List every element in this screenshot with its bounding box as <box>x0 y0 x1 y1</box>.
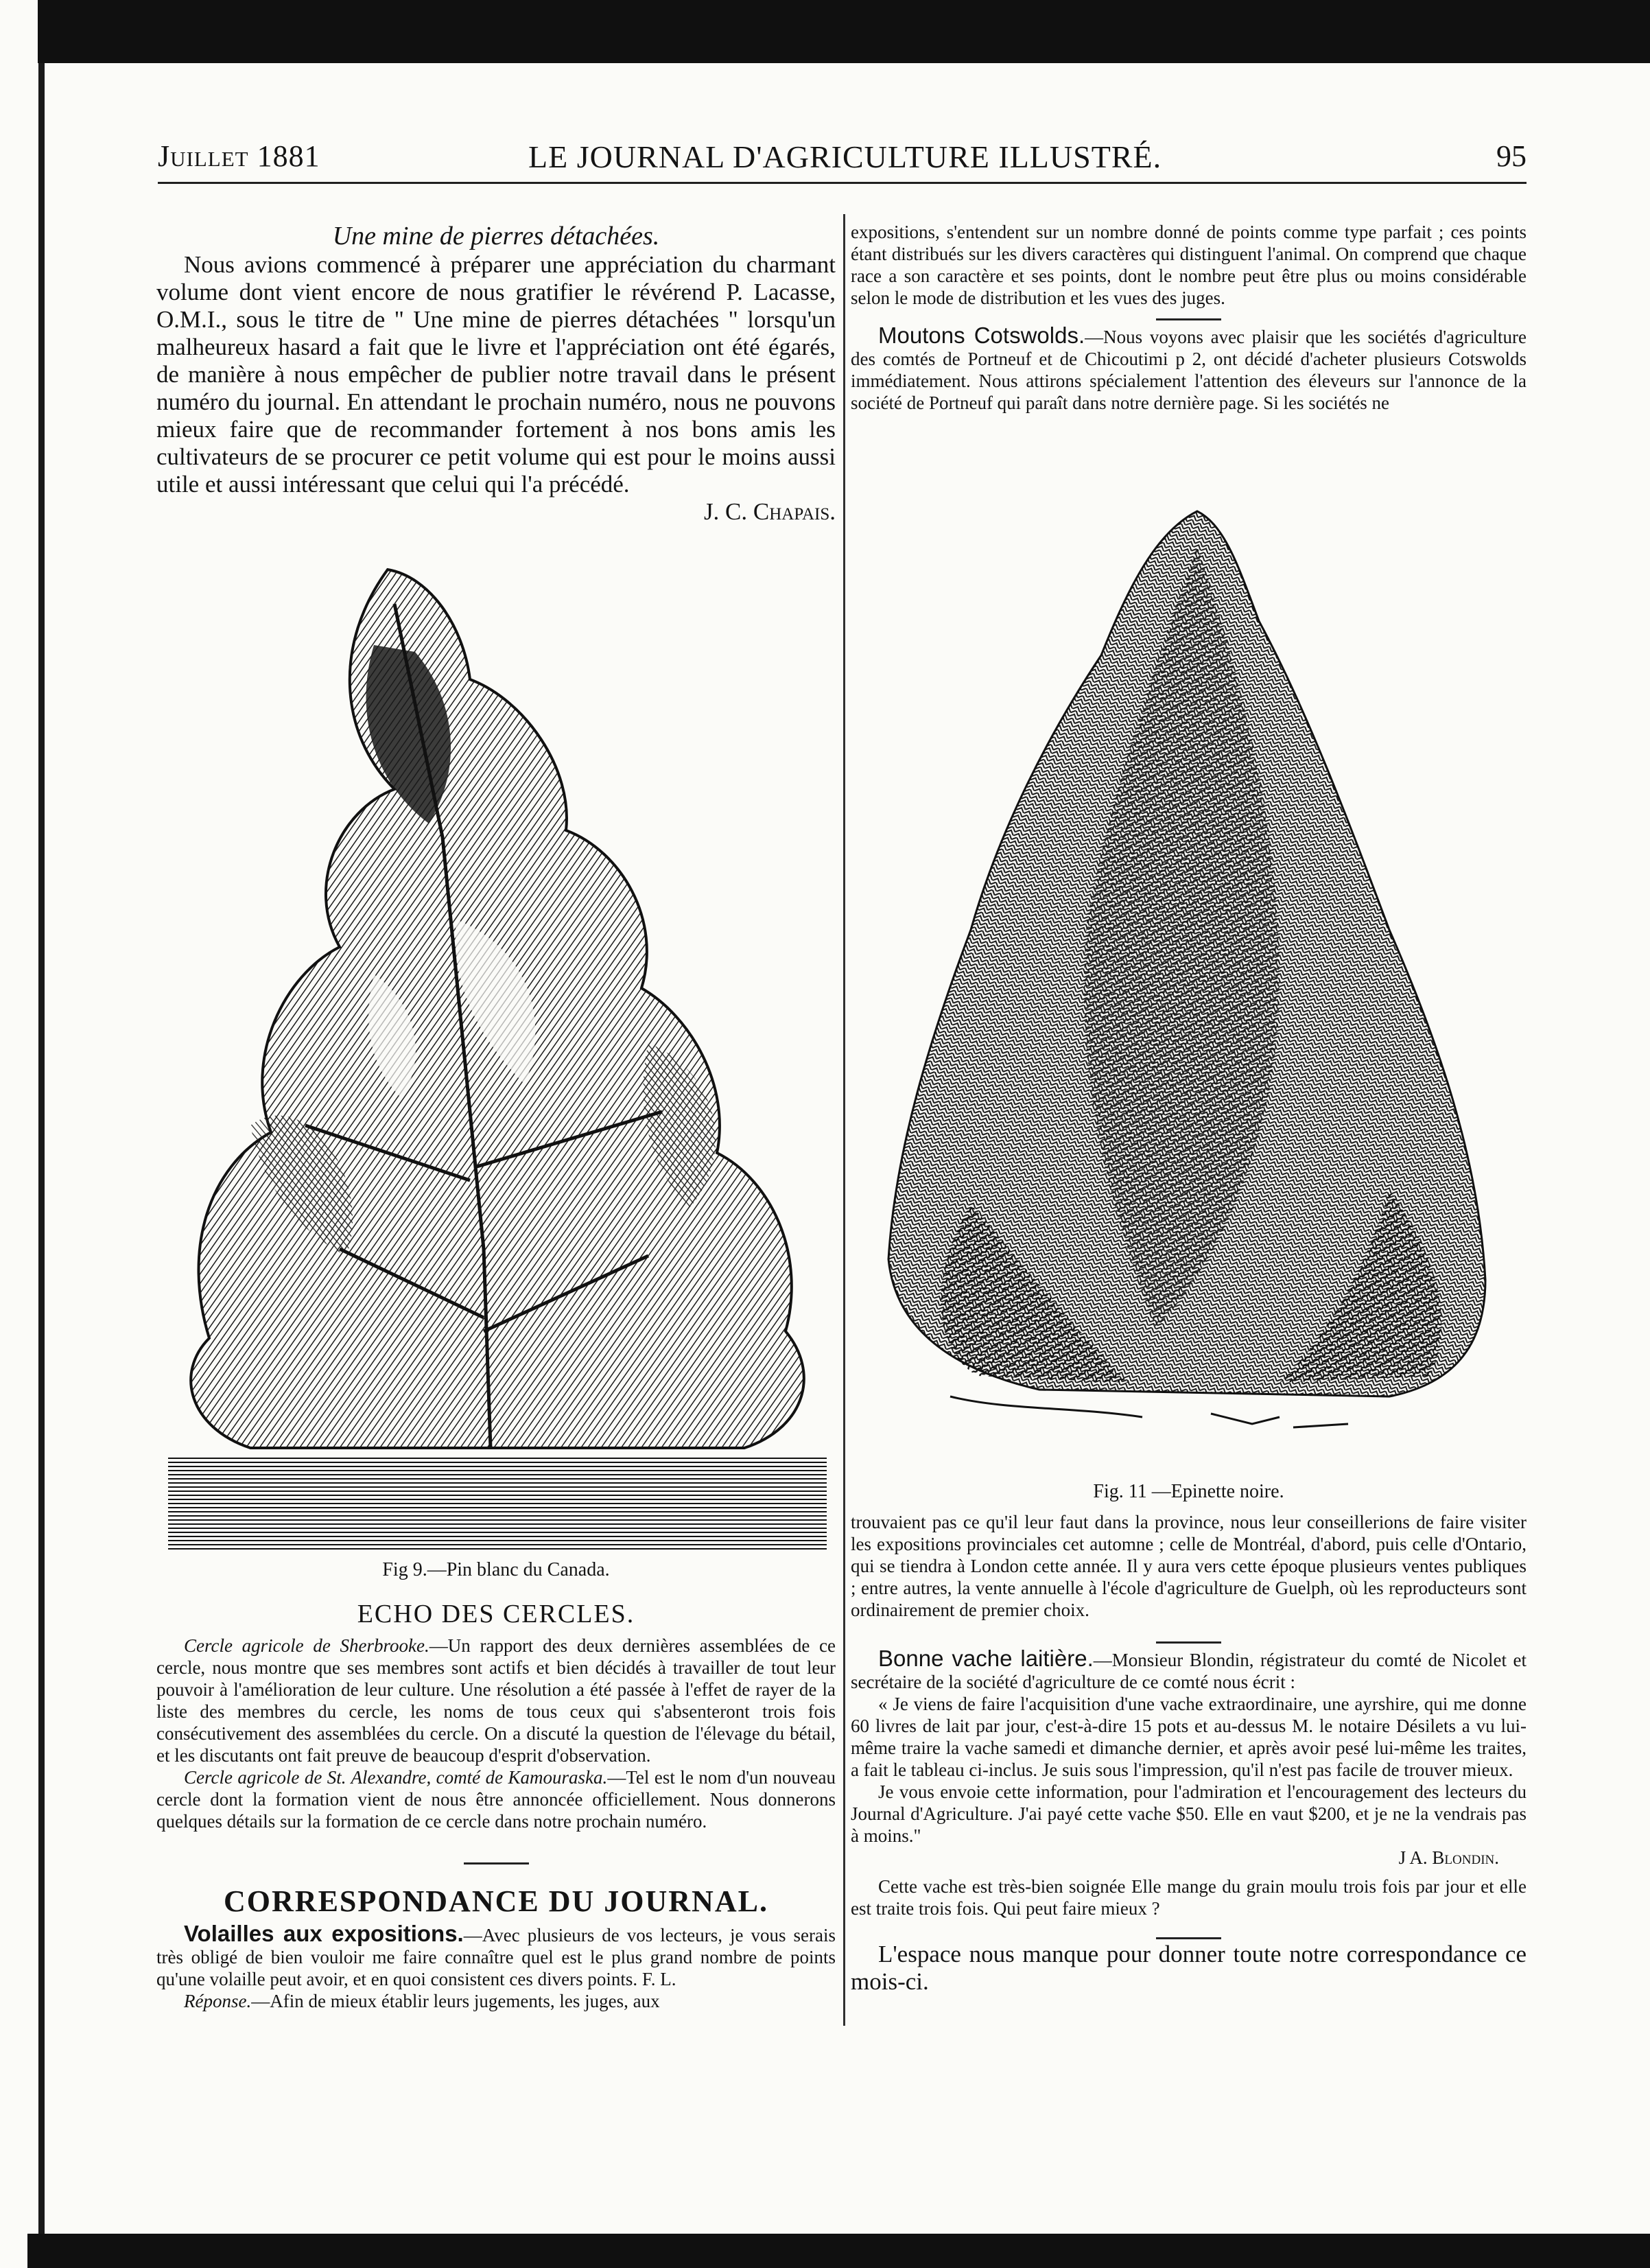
fig11-spruce-engraving <box>868 504 1513 1499</box>
mine-article <box>156 221 836 526</box>
vache-quote-2: Je vous envoie cette information, pour l'admiration et l'encouragement des lecteurs du Journal d'Agriculture. J'ai payé cette vache $50. Elle en vaut $200, et je ne la vendrais pas à moins." <box>851 1781 1527 1846</box>
fig9-caption-wrap <box>156 1559 836 1581</box>
volailles-paragraph <box>156 1923 836 1990</box>
right-top-text <box>851 221 1527 414</box>
echo-section <box>156 1599 836 2012</box>
section-dash <box>1156 1641 1221 1644</box>
top-scan-border <box>38 0 1650 63</box>
echo-p2-lead: Cercle agricole de St. Alexandre, comté de Kamouraska. <box>184 1767 608 1788</box>
header-rule <box>158 182 1527 184</box>
volailles-body: —Avec plusieurs de vos lecteurs, je vous serais très obligé de bien vouloir me faire connaître quel est le plus grand nombre de points qu'une volaille peut avoir, et en quoi consistent ces divers points. F. L. <box>156 1925 836 1989</box>
vache-quote-1: « Je viens de faire l'acquisition d'une vache extraordinaire, une ayrshire, qui me donne 60 livres de lait par jour, c'est-à-dire 15 pots et au-dessus M. le notaire Désilets a vu lui-même traire la vache samedi et dimanche dernier, et après avoir pesé lui-même les traites, a fait le tableau ci-inclus. Je suis sous l'impression, qu'il n'est pas facile de trouver mieux. <box>851 1694 1527 1780</box>
reponse-body: —Afin de mieux établir leurs jugements, les juges, aux <box>251 1991 660 2011</box>
section-dash <box>1156 1937 1221 1939</box>
left-scan-border <box>38 63 45 2235</box>
reponse-paragraph <box>156 1990 836 2012</box>
header-page-number: 95 <box>1496 139 1527 173</box>
moutons-body: —Nous voyons avec plaisir que les sociétés d'agriculture des comtés de Portneuf et de Chicoutimi p 2, ont décidé d'acheter plusieurs Cotswolds immédiatement. Nous attirons spécialement l'attention des éleveurs sur l'annonce de la société de Portneuf qui paraît dans notre dernière page. Si les sociétés ne <box>851 327 1527 413</box>
moutons-paragraph <box>851 325 1527 414</box>
echo-p1-lead: Cercle agricole de Sherbrooke. <box>184 1635 429 1656</box>
fig9-caption: Fig 9.—Pin blanc du Canada. <box>382 1559 610 1580</box>
reponse-continuation: expositions, s'entendent sur un nombre donné de points comme type parfait ; ces points étant distribués sur les divers caractères qui distinguent l'animal. On comprend que chaque race a son caractère et ses points, dont le nombre peut être plus ou moins considérable selon le mode de distribution et les vues des juges. <box>851 222 1527 308</box>
page-header <box>158 130 1527 178</box>
correspondance-title: CORRESPONDANCE DU JOURNAL. <box>224 1884 768 1918</box>
echo-paragraph-2 <box>156 1766 836 1832</box>
vache-paragraph <box>851 1648 1527 1693</box>
right-bottom-text <box>851 1511 1527 1996</box>
vache-signature: J A. Blondin. <box>1398 1847 1499 1868</box>
header-date: Juillet 1881 <box>158 139 320 173</box>
vache-after: Cette vache est très-bien soignée Elle mange du grain moulu trois fois par jour et elle est traite trois fois. Qui peut faire mieux ? <box>851 1876 1527 1919</box>
bottom-scan-border <box>27 2234 1650 2268</box>
echo-paragraph-1 <box>156 1635 836 1766</box>
section-dash <box>1156 318 1221 320</box>
vache-body: —Monsieur Blondin, régistrateur du comté de Nicolet et secrétaire de la société d'agriculture de ce comté nous écrit : <box>851 1650 1527 1692</box>
volailles-lead: Volailles aux expositions. <box>184 1921 464 1946</box>
fig9-pine-engraving <box>168 563 827 1558</box>
fig11-caption-wrap <box>851 1481 1527 1503</box>
echo-p2-body: —Tel est le nom d'un nouveau cercle dont la formation vient de nous être annoncée officiellement. Nous donnerons quelques détails sur la formation de ce cercle dans notre prochain numéro. <box>156 1767 836 1832</box>
section-dash <box>464 1862 529 1864</box>
vache-lead: Bonne vache laitière. <box>878 1646 1094 1671</box>
column-divider <box>843 214 845 2026</box>
mine-title: Une mine de pierres détachées. <box>332 222 660 250</box>
mine-body: Nous avions commencé à préparer une appréciation du charmant volume dont vient encore de nous gratifier le révérend P. Lacasse, O.M.I., sous le titre de " Une mine de pierres détachées " lorsqu'un malheureux hasard a fait que le livre et l'appréciation ont été égarés, de manière à nous empêcher de publier notre travail dans le présent numéro du journal. En attendant le prochain numéro, nous ne pouvons mieux faire que de recommander fortement à nos bons amis les cultivateurs de se procurer ce petit volume qui est pour le moins aussi utile et aussi intéressant que celui qui l'a précédé. <box>156 251 836 498</box>
echo-title: ECHO DES CERCLES. <box>357 1600 635 1628</box>
reponse-lead: Réponse. <box>184 1991 252 2011</box>
echo-p1-body: —Un rapport des deux dernières assemblées de ce cercle, nous montre que ses membres sont actifs et bien décidés à travailler de tout leur pouvoir à l'amélioration de leur culture. Une résolution a été passée à l'effet de rayer de la liste des membres du cercle, les noms de tous ceux qui s'absenteront trois fois consécutivement des assemblées du cercle. On a discuté la question de l'élevage du bétail, et les discutants ont fait preuve de beaucoup d'esprit d'observation. <box>156 1635 836 1766</box>
header-title: LE JOURNAL D'AGRICULTURE ILLUSTRÉ. <box>528 139 1162 174</box>
closing-note: L'espace nous manque pour donner toute notre correspondance ce mois-ci. <box>851 1941 1527 1995</box>
mine-signature: J. C. Chapais. <box>703 498 836 525</box>
moutons-continuation: trouvaient pas ce qu'il leur faut dans la province, nous leur conseillerions de faire visiter les expositions provinciales cet automne ; celle de Montréal, d'abord, puis celle d'Ontario, qui se tiendra à London cette année. Il y aura vers cette époque plusieurs ventes publiques ; entre autres, la vente annuelle à l'école d'agriculture de Guelph, où les reproducteurs sont ordinairement de premier choix. <box>851 1512 1527 1620</box>
moutons-lead: Moutons Cotswolds. <box>878 323 1085 348</box>
fig11-caption: Fig. 11 —Epinette noire. <box>1093 1481 1284 1502</box>
